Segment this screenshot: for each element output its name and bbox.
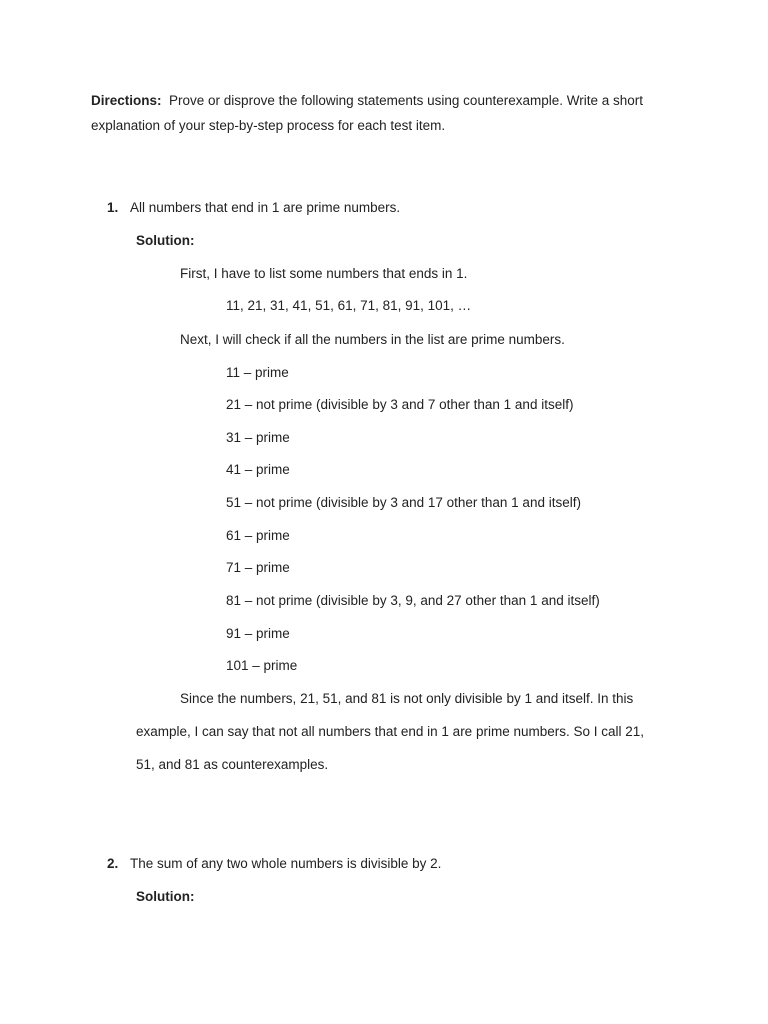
check-line: 41 – prime <box>226 462 290 477</box>
directions-label: Directions: <box>91 93 162 108</box>
item-1-solution-label: Solution: <box>136 233 195 248</box>
check-line: 91 – prime <box>226 626 290 641</box>
item-1-step-2: Next, I will check if all the numbers in the list are prime numbers. <box>180 332 565 347</box>
item-2-statement: The sum of any two whole numbers is divisible by 2. <box>130 856 442 871</box>
item-1-conclusion-2: example, I can say that not all numbers that end in 1 are prime numbers. So I call 21, <box>136 724 645 739</box>
directions-text-2: explanation of your step-by-step process for each test item. <box>91 118 446 133</box>
directions-line-1 <box>91 93 643 109</box>
directions-text-1: Prove or disprove the following statements using counterexample. Write a short <box>169 93 644 108</box>
check-line: 61 – prime <box>226 528 290 543</box>
check-line: 81 – not prime (divisible by 3, 9, and 27 other than 1 and itself) <box>226 593 600 608</box>
check-line: 31 – prime <box>226 430 290 445</box>
item-1-number: 1. <box>107 200 119 215</box>
item-1-number-list: 11, 21, 31, 41, 51, 61, 71, 81, 91, 101, … <box>226 298 472 313</box>
item-2-solution-label: Solution: <box>136 889 195 904</box>
item-1-conclusion-3: 51, and 81 as counterexamples. <box>136 757 329 772</box>
item-1-statement: All numbers that end in 1 are prime numbers. <box>130 200 401 215</box>
check-line: 21 – not prime (divisible by 3 and 7 other than 1 and itself) <box>226 397 574 412</box>
item-1-conclusion-1: Since the numbers, 21, 51, and 81 is not only divisible by 1 and itself. In this <box>180 691 634 706</box>
check-line: 11 – prime <box>226 365 289 380</box>
check-line: 51 – not prime (divisible by 3 and 17 other than 1 and itself) <box>226 495 581 510</box>
item-2-number: 2. <box>107 856 119 871</box>
check-line: 101 – prime <box>226 658 298 673</box>
item-1-step-1: First, I have to list some numbers that ends in 1. <box>180 266 468 281</box>
check-line: 71 – prime <box>226 560 290 575</box>
